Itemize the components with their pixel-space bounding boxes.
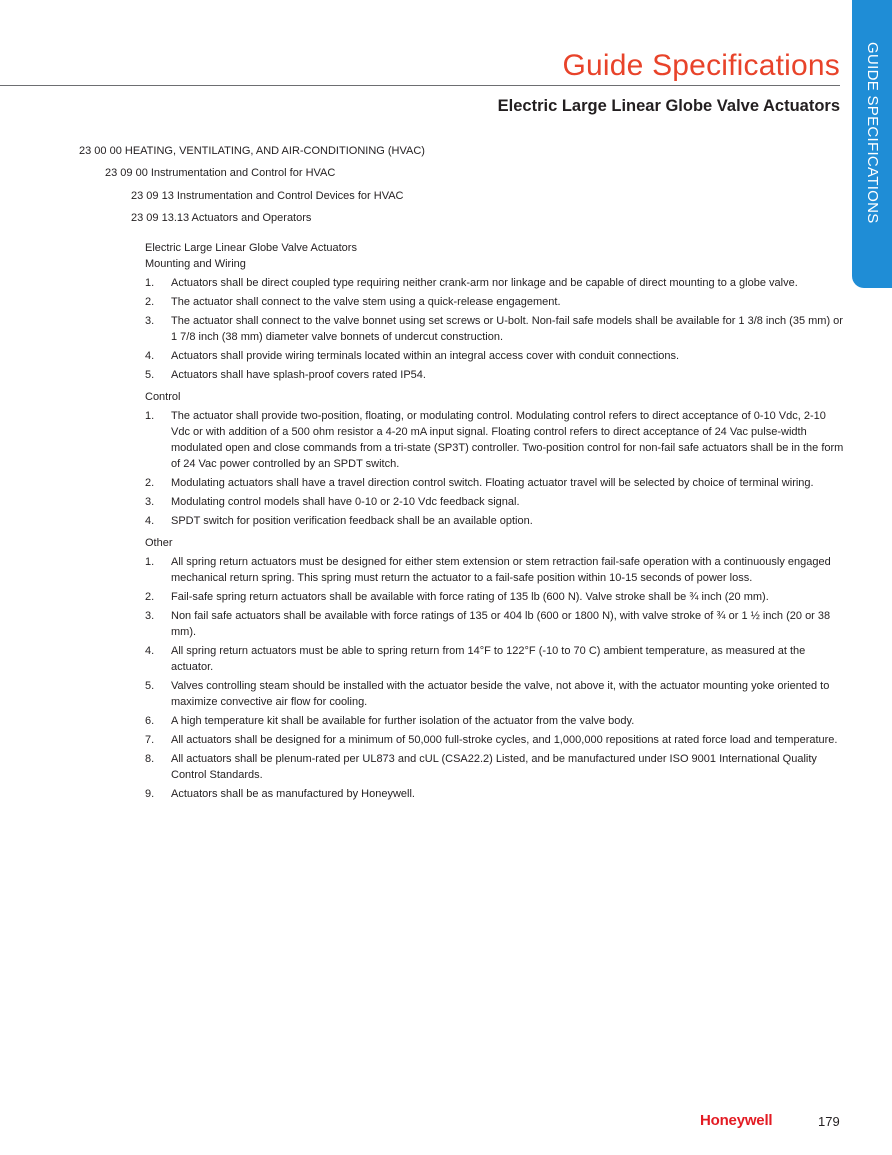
list-item <box>145 367 845 383</box>
item-number: 3. <box>145 610 155 622</box>
section-heading-control: Control <box>145 391 181 403</box>
page-number: 179 <box>818 1114 840 1129</box>
item-number: 4. <box>145 350 155 362</box>
item-number: 5. <box>145 680 155 692</box>
item-text: Actuators shall provide wiring terminals located within an integral access cover with conduit connections. <box>171 350 680 362</box>
list-item <box>145 678 845 710</box>
item-number: 4. <box>145 515 155 527</box>
item-text: The actuator shall connect to the valve bonnet using set screws or U-bolt. Non-fail safe models shall be available for 1 3/8 inch (35 mm) or 1 7/8 inch (38 mm) diameter valve bonnets of undercut construction. <box>171 315 843 343</box>
item-number: 4. <box>145 645 155 657</box>
item-text: The actuator shall provide two-position, floating, or modulating control. Modulating control refers to direct acceptance of 0-10 Vdc, 2-10 Vdc or with addition of a 500 ohm resistor a 4-20 mA input signal. Floating control refers to direct acceptance of 24 Vac pulse-width modulated open and close commands from a tri-state (SP3T) controller. Two-position control for non-fail safe actuators shall be in the form of 24 Vac power controlled by an SPDT switch. <box>171 410 844 470</box>
side-tab-label: GUIDE SPECIFICATIONS <box>864 42 881 224</box>
page-subtitle: Electric Large Linear Globe Valve Actuators <box>497 97 840 115</box>
item-text: Actuators shall have splash-proof covers rated IP54. <box>171 369 426 381</box>
item-text: Actuators shall be as manufactured by Honeywell. <box>171 788 415 800</box>
item-number: 1. <box>145 410 155 422</box>
item-text: Non fail safe actuators shall be available with force ratings of 135 or 404 lb (600 or 1800 N), with valve stroke of ¾ or 1 ½ inch (20 or 38 mm). <box>171 610 831 638</box>
item-number: 2. <box>145 591 155 603</box>
item-number: 1. <box>145 277 155 289</box>
list-item <box>145 408 845 472</box>
item-text: A high temperature kit shall be available for further isolation of the actuator from the valve body. <box>171 715 635 727</box>
toc-level-1: 23 00 00 HEATING, VENTILATING, AND AIR-CONDITIONING (HVAC) <box>79 145 425 157</box>
list-item <box>145 589 845 605</box>
item-text: All actuators shall be designed for a minimum of 50,000 full-stroke cycles, and 1,000,000 repositions at rated force load and temperature. <box>171 734 838 746</box>
item-text: Modulating control models shall have 0-10 or 2-10 Vdc feedback signal. <box>171 496 520 508</box>
item-number: 2. <box>145 296 155 308</box>
list-item <box>145 751 845 783</box>
item-number: 1. <box>145 556 155 568</box>
toc-level-4: 23 09 13.13 Actuators and Operators <box>131 212 312 224</box>
control-list <box>145 408 845 529</box>
item-number: 2. <box>145 477 155 489</box>
other-list <box>145 554 845 802</box>
list-item <box>145 643 845 675</box>
item-text: Fail-safe spring return actuators shall be available with force rating of 135 lb (600 N). Valve stroke shall be ¾ inch (20 mm). <box>171 591 769 603</box>
list-item <box>145 294 845 310</box>
item-text: All spring return actuators must be able to spring return from 14°F to 122°F (-10 to 70 C) ambient temperature, as measured at the actuator. <box>171 645 806 673</box>
header-divider <box>0 85 840 86</box>
item-number: 9. <box>145 788 155 800</box>
item-text: All actuators shall be plenum-rated per UL873 and cUL (CSA22.2) Listed, and be manufactured under ISO 9001 International Quality Control Standards. <box>171 753 817 781</box>
toc-level-2: 23 09 00 Instrumentation and Control for HVAC <box>105 167 336 179</box>
list-item <box>145 608 845 640</box>
list-item <box>145 494 845 510</box>
list-item <box>145 713 845 729</box>
section-heading-mounting: Mounting and Wiring <box>145 258 246 270</box>
spec-content <box>145 240 845 805</box>
item-text: Valves controlling steam should be installed with the actuator beside the valve, not above it, with the actuator mounting yoke oriented to maximize convective air flow for cooling. <box>171 680 830 708</box>
list-item <box>145 513 845 529</box>
list-item <box>145 475 845 491</box>
list-item <box>145 313 845 345</box>
mounting-list <box>145 275 845 383</box>
item-number: 7. <box>145 734 155 746</box>
item-text: SPDT switch for position verification feedback shall be an available option. <box>171 515 533 527</box>
item-text: Actuators shall be direct coupled type requiring neither crank-arm nor linkage and be capable of direct mounting to a globe valve. <box>171 277 798 289</box>
section-heading-other: Other <box>145 537 173 549</box>
list-item <box>145 786 845 802</box>
list-item <box>145 554 845 586</box>
item-number: 6. <box>145 715 155 727</box>
page-title: Guide Specifications <box>562 49 840 82</box>
item-text: The actuator shall connect to the valve stem using a quick-release engagement. <box>171 296 561 308</box>
list-item <box>145 275 845 291</box>
list-item <box>145 732 845 748</box>
item-number: 3. <box>145 315 155 327</box>
item-text: Modulating actuators shall have a travel direction control switch. Floating actuator travel will be selected by choice of terminal wiring. <box>171 477 814 489</box>
toc-level-3: 23 09 13 Instrumentation and Control Devices for HVAC <box>131 190 404 202</box>
honeywell-logo: Honeywell <box>700 1112 773 1129</box>
item-text: All spring return actuators must be designed for either stem extension or stem retraction fail-safe operation with a continuously engaged mechanical return spring. This spring must return the actuator to a fail-safe position within 10-15 seconds of power loss. <box>171 556 831 584</box>
spec-title: Electric Large Linear Globe Valve Actuators <box>145 242 357 254</box>
item-number: 8. <box>145 753 155 765</box>
item-number: 3. <box>145 496 155 508</box>
list-item <box>145 348 845 364</box>
item-number: 5. <box>145 369 155 381</box>
